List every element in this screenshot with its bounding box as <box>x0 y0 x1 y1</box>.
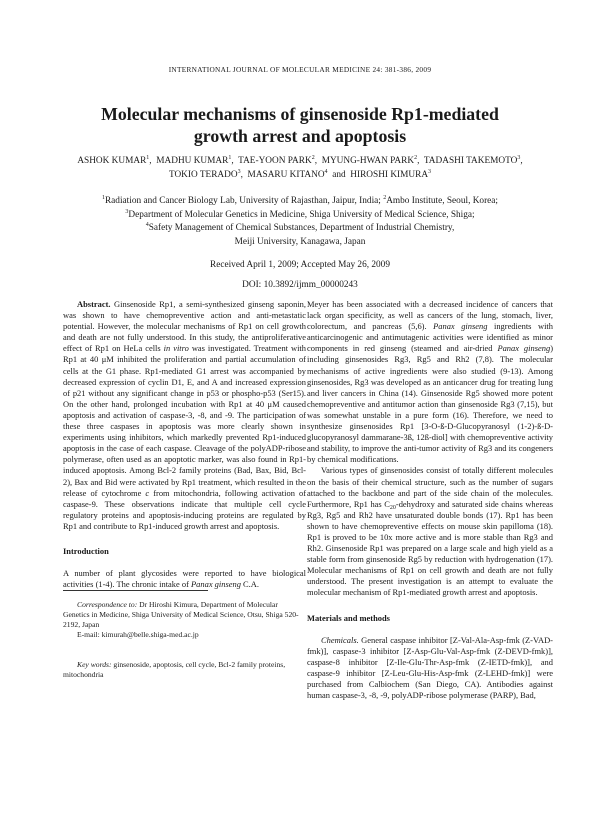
abstract-text: from mitochondria, following activation of caspase-9. These observations indicate that multiple cell cycle regulatory proteins and apoptosis-inducing proteins are regulated by Rp1 and contribute to Rp1-induced growth arrest and apoptosis. <box>63 487 307 531</box>
correspondence-email: E-mail: kimurah@belle.shiga-med.ac.jp <box>77 630 199 639</box>
intro-heading: Introduction <box>63 545 109 556</box>
author-line-2: TOKIO TERADO$^3$, MASARU KITANO$^4$ and HIROSHI KIMURA$^3$ <box>168 169 432 180</box>
affiliation-text: Department of Molecular Genetics in Medicine, Shiga University of Medical Science, Shiga; <box>128 209 475 220</box>
abstract-text: was investigated. Treatment with Rp1 at 40 μM inhibited the proliferation and partial accumulation of cells at the G1 phase. Rp1-mediated G1 arrest was accompanied by decreased expression of cyclin D1, E, and A and increased expression of p21 without any significant change in p53 or phospho-p53 (Ser15). On the other hand, prolonged incubation with Rp1 at 40 μM caused apoptosis and activation of caspase-3, -8, and -9. The participation of these three caspases in apoptosis was more clearly shown in experiments using inhibitors, which markedly prevented Rp1-induced apoptosis in the case of each caspase. Cleavage of the polyADP-ribose polymerase, often used as an apoptotic marker, was also found in Rp1-induced apoptosis. Among Bcl-2 family proteins (Bad, Bax, Bid, Bcl-2), Bax and Bid were activated by Rp1 treatment, which resulted in the release of cytochrome <box>63 343 306 498</box>
affiliation-line-1 <box>50 195 550 209</box>
keywords-footnote <box>63 660 306 680</box>
abstract-italic: c <box>145 487 150 498</box>
author-affiliation-mark: 3 <box>237 169 241 175</box>
intro-text: C.A. <box>240 579 259 590</box>
body-text: General caspase inhibitor [Z-Val-Ala-Asp-fmk (Z-VAD-fmk)], caspase-3 inhibitor [Z-Asp-Glu-Val-Asp-fmk (Z-DEVD-fmk)], caspase-8 inhibitor [Z-Ile-Glu-Thr-Asp-fmk (Z-IETD-fmk)], and caspase-9 inhibitor [Z-Leu-Glu-His-Asp-fmk (Z-LEHD-fmk)] were purchased from Calbiochem (San Diego, CA). Antibodies against human caspase-3, -8, -9, polyADP-ribose polymerase (PARP), Bad, <box>307 634 553 701</box>
affiliation-text: Ambo Institute, Seoul, Korea; <box>386 196 499 206</box>
keywords-label: Key words: <box>77 660 112 669</box>
abstract-text: Ginsenoside Rp1, a semi-synthesized ginseng saponin, was shown to have chemopreventive action and anti-metastatic potential. However, the molecular mechanisms of Rp1 on cell growth and death are not fully understood. In this study, the antiproliferative effect of Rp1 on HeLa cells <box>63 299 306 354</box>
intro-paragraph <box>63 568 306 590</box>
correspondence-label: Correspondence to: <box>77 600 138 609</box>
affiliation-line-3 <box>50 222 550 236</box>
author-name: MADHU KUMAR <box>156 156 229 166</box>
body-italic: Panax ginseng <box>433 321 488 332</box>
intro-italic: Panax ginseng <box>191 579 241 590</box>
chemicals-paragraph <box>307 635 553 702</box>
author-name: TOKIO TERADO <box>168 170 238 180</box>
author-affiliation-mark: 3 <box>428 169 432 175</box>
affiliation-mark: 3 <box>125 208 129 215</box>
affiliation-mark: 1 <box>101 195 105 201</box>
author-name: HIROSHI KIMURA <box>350 170 429 180</box>
affiliation-mark: 4 <box>145 222 149 229</box>
received-accepted-dates: Received April 1, 2009; Accepted May 26, 2009 <box>210 260 390 270</box>
intro-continued <box>307 299 553 465</box>
author-affiliation-mark: 3 <box>517 155 521 161</box>
left-column <box>63 299 306 590</box>
author-and: and <box>332 170 346 180</box>
author-name: MYUNG-HWAN PARK <box>321 156 415 166</box>
footnote-divider <box>63 590 208 591</box>
right-column <box>307 299 553 701</box>
author-affiliation-mark: 2 <box>311 155 315 161</box>
abstract <box>63 299 306 532</box>
author-name: TAE-YOON PARK <box>238 156 312 166</box>
intro-text: A number of plant glycosides were reported to have biological activities (1-4). The chronic intake of <box>63 568 306 590</box>
author-name: MASARU KITANO <box>247 170 325 180</box>
author-affiliation-mark: 1 <box>146 155 150 161</box>
author-name: ASHOK KUMAR <box>77 156 147 166</box>
affiliation-mark: 2 <box>383 195 387 201</box>
journal-header: INTERNATIONAL JOURNAL OF MOLECULAR MEDICINE 24: 381-386, 2009 <box>168 65 432 74</box>
correspondence-text: Dr Hiroshi Kimura, Department of Molecular Genetics in Medicine, Shiga University of Medical Science, Otsu, Shiga 520-2192, Japan <box>63 600 299 629</box>
keywords-text: ginsenoside, apoptosis, cell cycle, Bcl-2 family proteins, mitochondria <box>63 660 286 679</box>
abstract-label: Abstract. <box>77 299 111 309</box>
affiliation-text: Radiation and Cancer Biology Lab, University of Rajasthan, Jaipur, India; <box>104 196 381 206</box>
author-affiliation-mark: 2 <box>414 155 418 161</box>
methods-heading: Materials and methods <box>307 612 390 623</box>
title-line-1: Molecular mechanisms of ginsenoside Rp1-mediated <box>101 104 499 124</box>
body-text: ingredients with anticarcinogenic and antimutagenic activities were identified as minor components in red ginseng (steamed and air-dried <box>307 321 553 354</box>
correspondence-footnote <box>63 600 306 640</box>
body-text: ) including ginsenosides Rg3, Rg5 and Rh2 (7,8). The molecular mechanisms of active ingredients were also studied (9-13). Among ginsenosides, Rg3 was developed as an anticancer drug for treating lung and liver cancers in China (14). Ginsenoside Rg5 showed more potent chemopreventive and antitumor action than ginsenoside Rg3 (7,15), but was somewhat unstable in a pure form (16). Therefore, we need to synthesize ginsenosides Rp1 [3-O-ß-D-Glucopyranosyl (1-2)-ß-D-glucopyranosyl dammarane-3ß, 12ß-diol] with chemopreventive activity and stability, to improve the anti-tumor activity of Rg3 and its congeners by chemical modifications. <box>307 343 553 465</box>
intro-paragraph-2 <box>307 465 553 598</box>
chemicals-label: Chemicals. <box>321 634 359 645</box>
author-affiliation-mark: 1 <box>228 155 232 161</box>
author-affiliation-mark: 4 <box>324 169 328 175</box>
body-text: -dehydroxy and saturated side chains whereas Rg3, Rg5 and Rh2 have unsaturated double bonds (17). Rp1 has been shown to have chemopreventive effects on mouse skin papilloma (18). Rp1 is proved to be 10x more active and is more stable than Rg3 and Rh2. Ginsenoside Rp1 was prepared on a large scale and high yield as a stable form from ginsenoside Rg5 by reduction with hydrogenation (17). Molecular mechanisms of Rp1 on cell growth and death are not fully understood. The present investigation is an attempt to evaluate the molecular mechanism of Rp1-mediated growth arrest and apoptosis. <box>307 498 553 598</box>
body-italic: Panax ginseng <box>497 343 551 354</box>
abstract-italic: in vitro <box>163 343 189 354</box>
affiliation-text: Safety Management of Chemical Substances, Department of Industrial Chemistry, <box>148 223 455 234</box>
title-line-2: growth arrest and apoptosis <box>193 126 407 146</box>
body-text: Meyer has been associated with a decreased incidence of cancers that lack organ specificity, as well as cancers of the lung, stomach, liver, colorectum, and pancreas (5,6). <box>307 299 553 332</box>
author-name: TADASHI TAKEMOTO <box>423 156 518 166</box>
author-list <box>50 154 550 182</box>
paper-title <box>60 103 540 147</box>
body-text: Various types of ginsenosides consist of totally different molecules on the basis of their chemical structure, such as the number of sugars attached to the backbone and part of the side chain of the molecules. Furthermore, Rp1 has C <box>307 465 553 509</box>
body-subscript: 20 <box>389 504 396 511</box>
doi: DOI: 10.3892/ijmm_00000243 <box>242 280 358 290</box>
affiliation-line-4: Meiji University, Kanagawa, Japan <box>234 236 366 247</box>
affiliation-line-2 <box>50 209 550 223</box>
affiliations <box>50 195 550 249</box>
author-line-1: ASHOK KUMAR$^1$, MADHU KUMAR$^1$, TAE-YOON PARK$^2$, MYUNG-HWAN PARK$^2$, TADASHI TAKEMOTO$^3$, <box>77 155 523 166</box>
